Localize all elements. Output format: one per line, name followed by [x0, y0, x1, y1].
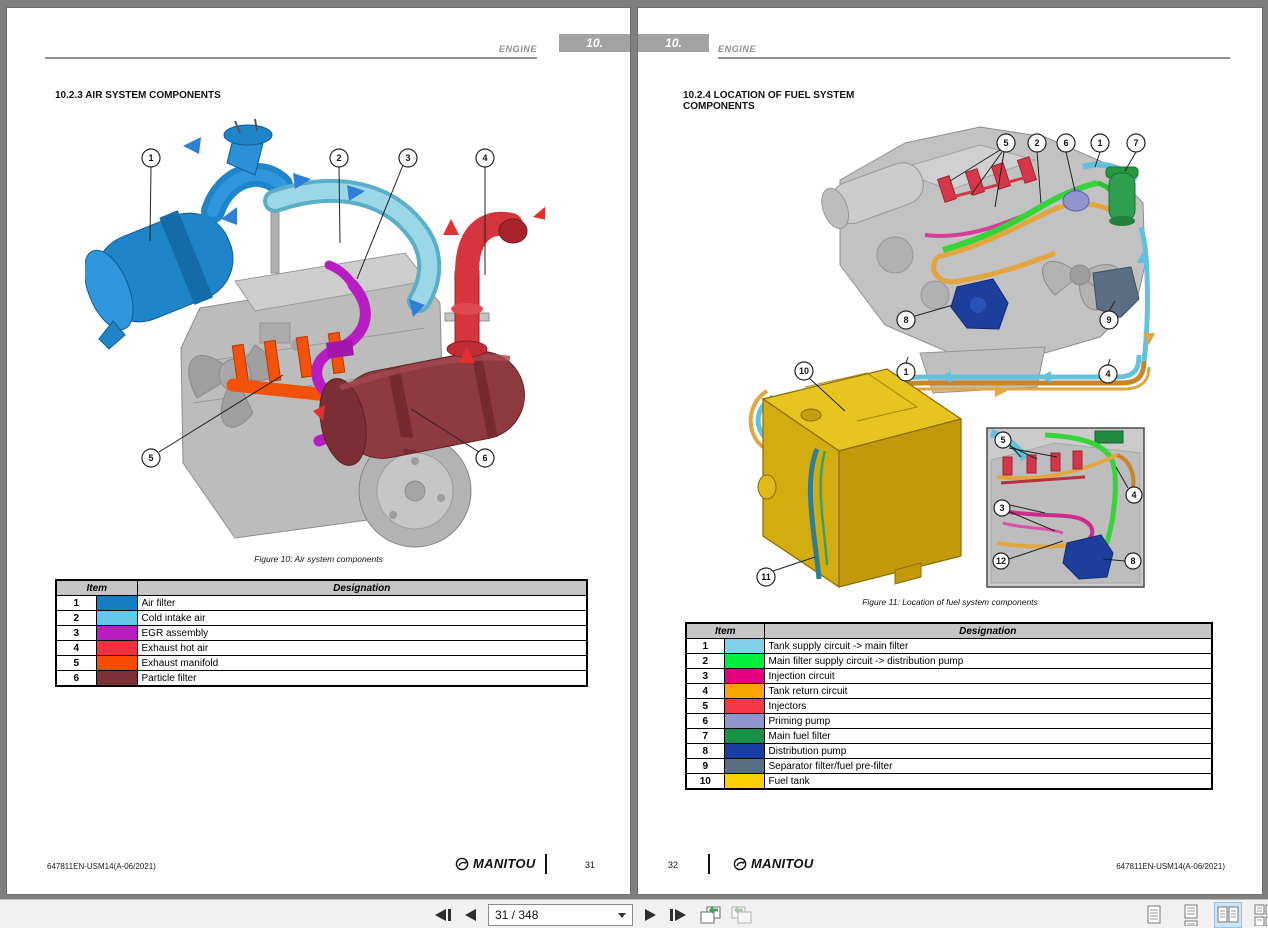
- callout-2: [1028, 134, 1046, 152]
- designation: Separator filter/fuel pre-filter: [764, 759, 1212, 774]
- svg-text:8: 8: [903, 315, 909, 325]
- item-number: 2: [56, 611, 96, 626]
- chapter-tab: 10.: [559, 34, 630, 52]
- color-swatch: [96, 671, 137, 687]
- designation: Main filter supply circuit -> distribution pump: [764, 654, 1212, 669]
- running-header-section: ENGINE: [718, 44, 757, 54]
- svg-text:3: 3: [405, 153, 411, 163]
- footer-divider: [708, 854, 710, 874]
- color-swatch: [724, 639, 764, 654]
- footer-divider: [545, 854, 547, 874]
- designation: Particle filter: [137, 671, 587, 687]
- figure-11-caption: Figure 11: Location of fuel system components: [862, 597, 1038, 607]
- separator-pre-filter: [1093, 267, 1139, 317]
- inset-callout-12: [993, 553, 1009, 569]
- chevron-down-icon[interactable]: [618, 913, 626, 918]
- table-row: [686, 714, 1212, 729]
- first-page-button[interactable]: [435, 909, 451, 921]
- callout-3: [399, 149, 417, 167]
- item-number: 4: [56, 641, 96, 656]
- col-header-item: Item: [56, 580, 137, 596]
- color-swatch: [724, 744, 764, 759]
- item-number: 4: [686, 684, 724, 699]
- item-number: 5: [686, 699, 724, 714]
- item-number: 9: [686, 759, 724, 774]
- running-header-section: ENGINE: [498, 44, 537, 54]
- table-row: [686, 759, 1212, 774]
- col-header-item: Item: [686, 623, 764, 639]
- svg-text:4: 4: [482, 153, 488, 163]
- manitou-logo-text: MANITOU: [473, 856, 536, 871]
- svg-text:3: 3: [999, 503, 1005, 513]
- table-header-row: [686, 623, 1212, 639]
- fuel-system-legend-table: [685, 622, 1213, 790]
- svg-text:9: 9: [1106, 315, 1112, 325]
- single-page-icon: [1145, 904, 1163, 926]
- color-swatch: [96, 641, 137, 656]
- page-number: 32: [668, 860, 679, 870]
- manitou-logo-icon: [455, 857, 469, 871]
- table-row: [56, 626, 587, 641]
- table-row: [686, 729, 1212, 744]
- item-number: 3: [56, 626, 96, 641]
- manitou-logo-text: MANITOU: [751, 856, 814, 871]
- item-number: 8: [686, 744, 724, 759]
- previous-view-button[interactable]: [698, 904, 722, 926]
- fuel-system-figure: [745, 115, 1235, 593]
- item-number: 1: [686, 639, 724, 654]
- col-header-designation: Designation: [137, 580, 587, 596]
- page-number-combobox[interactable]: [488, 904, 633, 926]
- callout-5: [997, 134, 1015, 152]
- color-swatch: [96, 611, 137, 626]
- designation: Main fuel filter: [764, 729, 1212, 744]
- col-header-designation: Designation: [764, 623, 1212, 639]
- table-row: [686, 639, 1212, 654]
- section-title: 10.2.4 LOCATION OF FUEL SYSTEM COMPONENTS: [683, 90, 855, 112]
- inset-callout-8: [1125, 553, 1141, 569]
- callout-1b: [897, 363, 915, 381]
- chapter-tab: 10.: [638, 34, 709, 52]
- callout-9: [1100, 311, 1118, 329]
- designation: Injection circuit: [764, 669, 1212, 684]
- table-row: [56, 671, 587, 687]
- fuel-tank: [758, 369, 961, 587]
- designation: Exhaust hot air: [137, 641, 587, 656]
- facing-pages-icon: [1217, 904, 1239, 926]
- svg-text:6: 6: [482, 453, 488, 463]
- table-row: [686, 744, 1212, 759]
- color-swatch: [724, 759, 764, 774]
- callout-8: [897, 311, 915, 329]
- item-number: 10: [686, 774, 724, 790]
- view-mode-buttons: [1141, 903, 1268, 927]
- callout-7: [1127, 134, 1145, 152]
- designation: Cold intake air: [137, 611, 587, 626]
- callout-5: [142, 449, 160, 467]
- two-page-continuous-view-button[interactable]: [1252, 903, 1268, 927]
- figure-10-caption: Figure 10: Air system components: [254, 554, 383, 564]
- color-swatch: [724, 714, 764, 729]
- svg-text:2: 2: [336, 153, 342, 163]
- callout-1: [142, 149, 160, 167]
- color-swatch: [724, 729, 764, 744]
- color-swatch: [96, 626, 137, 641]
- callout-2: [330, 149, 348, 167]
- facing-continuous-icon: [1254, 904, 1268, 926]
- page-number-input[interactable]: [489, 907, 607, 923]
- exhaust-hot-air-pipe: [445, 219, 527, 357]
- manitou-logo: [733, 856, 814, 871]
- manual-page-32: [638, 8, 1262, 894]
- svg-text:7: 7: [1133, 138, 1139, 148]
- svg-text:5: 5: [1000, 435, 1006, 445]
- svg-text:1: 1: [148, 153, 154, 163]
- bracket: [271, 203, 279, 273]
- document-code: 647811EN-USM14(A-06/2021): [47, 862, 156, 871]
- callout-4b: [1099, 365, 1117, 383]
- designation: Air filter: [137, 596, 587, 611]
- svg-text:10: 10: [798, 366, 810, 376]
- inset-callout-5: [995, 432, 1011, 448]
- continuous-view-button[interactable]: [1178, 903, 1204, 927]
- next-view-button[interactable]: [730, 904, 754, 926]
- callout-4: [476, 149, 494, 167]
- color-swatch: [96, 656, 137, 671]
- designation: Priming pump: [764, 714, 1212, 729]
- inset-callout-3: [994, 500, 1010, 516]
- item-number: 1: [56, 596, 96, 611]
- color-swatch: [96, 596, 137, 611]
- document-code: 647811EN-USM14(A-06/2021): [1116, 862, 1225, 871]
- designation: Fuel tank: [764, 774, 1212, 790]
- designation: Distribution pump: [764, 744, 1212, 759]
- color-swatch: [724, 699, 764, 714]
- designation: EGR assembly: [137, 626, 587, 641]
- single-page-view-button[interactable]: [1141, 903, 1167, 927]
- svg-text:8: 8: [1130, 556, 1136, 566]
- designation: Exhaust manifold: [137, 656, 587, 671]
- color-swatch: [724, 669, 764, 684]
- manitou-logo-icon: [733, 857, 747, 871]
- color-swatch: [724, 774, 764, 790]
- header-rule: [718, 57, 1230, 59]
- designation: Injectors: [764, 699, 1212, 714]
- table-row: [686, 684, 1212, 699]
- two-page-view-button[interactable]: [1215, 903, 1241, 927]
- svg-text:5: 5: [148, 453, 154, 463]
- callout-11: [757, 568, 775, 586]
- table-row: [56, 611, 587, 626]
- designation: Tank return circuit: [764, 684, 1212, 699]
- previous-page-button[interactable]: [465, 909, 476, 921]
- page-navigation: [435, 900, 754, 928]
- color-swatch: [724, 684, 764, 699]
- svg-text:2: 2: [1034, 138, 1040, 148]
- header-rule: [45, 57, 537, 59]
- table-row: [56, 656, 587, 671]
- svg-text:1: 1: [903, 367, 909, 377]
- callout-10: [795, 362, 813, 380]
- item-number: 6: [56, 671, 96, 687]
- page-number: 31: [585, 860, 596, 870]
- table-row: [56, 641, 587, 656]
- section-title: 10.2.3 AIR SYSTEM COMPONENTS: [55, 90, 221, 101]
- designation: Tank supply circuit -> main filter: [764, 639, 1212, 654]
- table-header-row: [56, 580, 587, 596]
- table-row: [686, 774, 1212, 790]
- svg-text:4: 4: [1105, 369, 1111, 379]
- svg-text:11: 11: [761, 572, 771, 582]
- svg-text:4: 4: [1131, 490, 1137, 500]
- last-page-button[interactable]: [670, 909, 686, 921]
- color-swatch: [724, 654, 764, 669]
- item-number: 2: [686, 654, 724, 669]
- table-row: [56, 596, 587, 611]
- table-row: [686, 669, 1212, 684]
- svg-text:12: 12: [995, 556, 1007, 566]
- callout-1: [1091, 134, 1109, 152]
- svg-text:6: 6: [1063, 138, 1069, 148]
- callout-6: [1057, 134, 1075, 152]
- continuous-pages-icon: [1182, 904, 1200, 926]
- item-number: 5: [56, 656, 96, 671]
- air-system-legend-table: [55, 579, 588, 687]
- viewer-toolbar: [0, 899, 1268, 928]
- table-row: [686, 654, 1212, 669]
- air-system-figure: [85, 113, 545, 548]
- item-number: 6: [686, 714, 724, 729]
- callout-6: [476, 449, 494, 467]
- next-page-button[interactable]: [645, 909, 656, 921]
- item-number: 7: [686, 729, 724, 744]
- manual-page-31: [7, 8, 630, 894]
- svg-text:1: 1: [1097, 138, 1103, 148]
- item-number: 3: [686, 669, 724, 684]
- manitou-logo: [455, 856, 536, 871]
- table-row: [686, 699, 1212, 714]
- svg-text:5: 5: [1003, 138, 1009, 148]
- inset-callout-4: [1126, 487, 1142, 503]
